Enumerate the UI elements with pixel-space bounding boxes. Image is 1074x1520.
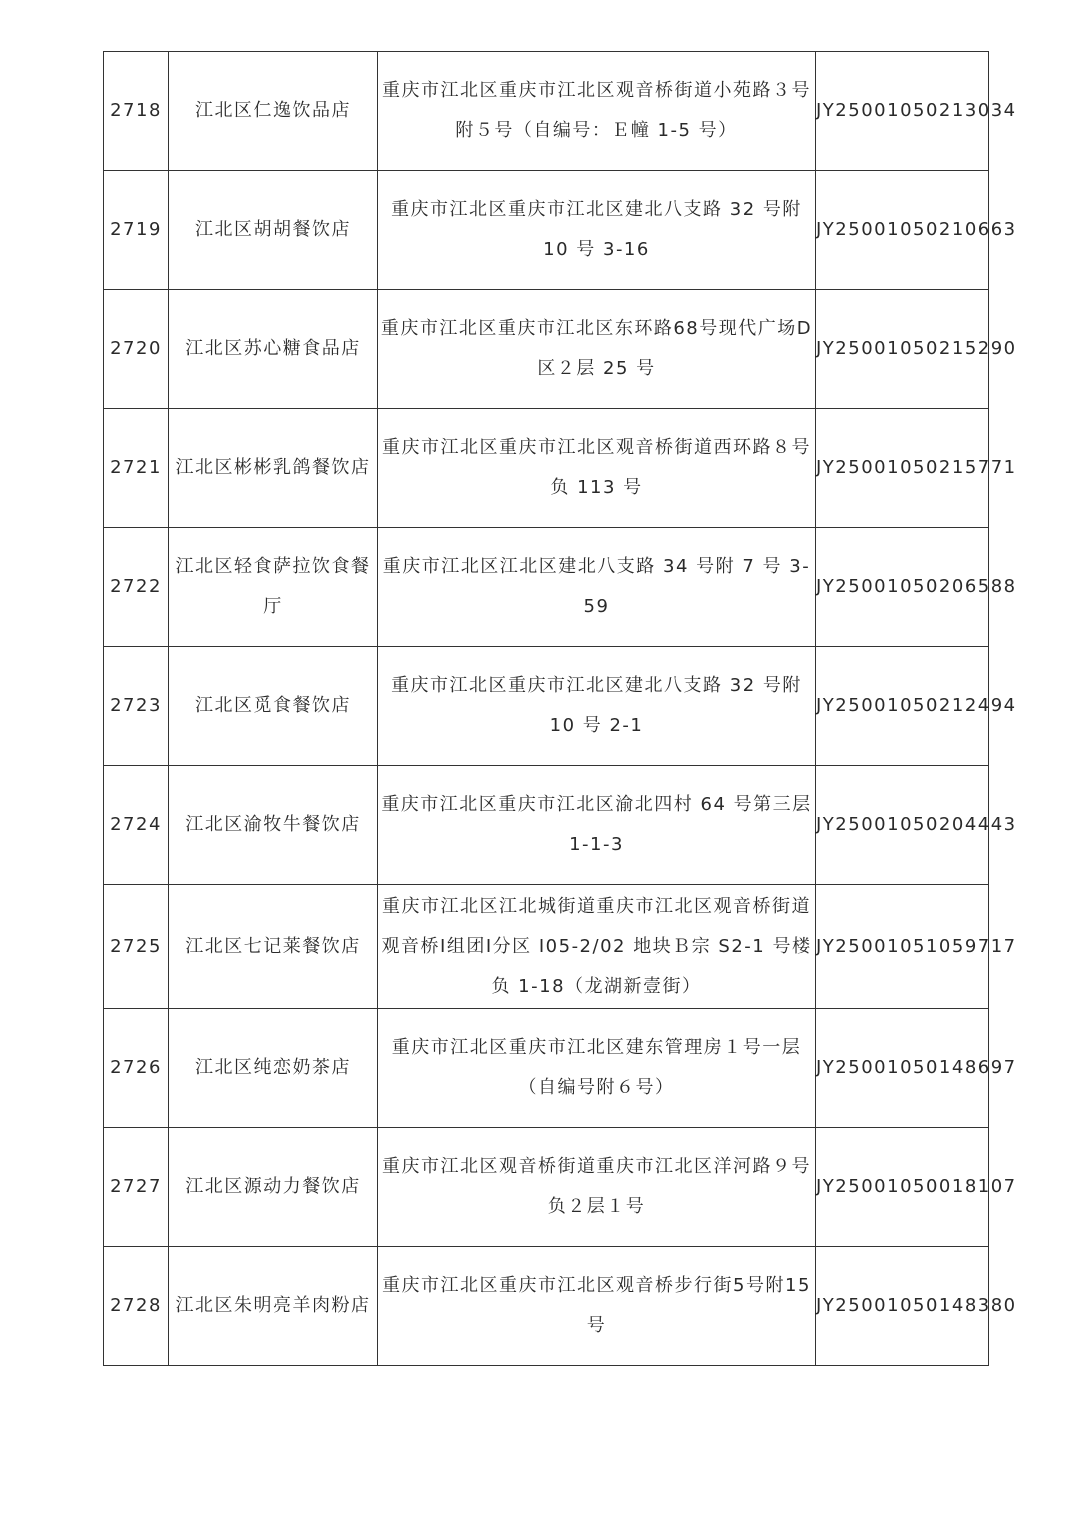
license-number: JY25001051059717	[816, 885, 989, 1009]
business-address: 重庆市江北区重庆市江北区观音桥街道西环路８号负 113 号	[378, 409, 816, 528]
business-name: 江北区觅食餐饮店	[169, 647, 378, 766]
license-number: JY25001050215771	[816, 409, 989, 528]
business-name: 江北区七记莱餐饮店	[169, 885, 378, 1009]
business-name: 江北区仁逸饮品店	[169, 52, 378, 171]
business-address: 重庆市江北区江北区建北八支路 34 号附 7 号 3-59	[378, 528, 816, 647]
table-row	[104, 1128, 989, 1247]
business-address: 重庆市江北区重庆市江北区建北八支路 32 号附 10 号 2-1	[378, 647, 816, 766]
serial-number: 2718	[104, 52, 169, 171]
serial-number: 2722	[104, 528, 169, 647]
license-number: JY25001050018107	[816, 1128, 989, 1247]
table-row	[104, 885, 989, 1009]
license-number: JY25001050204443	[816, 766, 989, 885]
business-address: 重庆市江北区江北城街道重庆市江北区观音桥街道观音桥Ⅰ组团Ⅰ分区 I05-2/02 地块Ｂ宗 S2-1 号楼负 1-18（龙湖新壹街）	[378, 885, 816, 1009]
serial-number: 2721	[104, 409, 169, 528]
business-address: 重庆市江北区重庆市江北区东环路68号现代广场D区２层 25 号	[378, 290, 816, 409]
table-row	[104, 766, 989, 885]
business-address: 重庆市江北区重庆市江北区观音桥步行街5号附15号	[378, 1247, 816, 1366]
license-table	[103, 51, 1017, 1366]
license-number: JY25001050213034	[816, 52, 989, 171]
business-name: 江北区胡胡餐饮店	[169, 171, 378, 290]
business-name: 江北区苏心糖食品店	[169, 290, 378, 409]
table-row	[104, 290, 989, 409]
table-row	[104, 171, 989, 290]
business-address: 重庆市江北区重庆市江北区建东管理房１号一层（自编号附６号）	[378, 1009, 816, 1128]
table-row	[104, 409, 989, 528]
license-number: JY25001050212494	[816, 647, 989, 766]
table-row	[104, 1247, 989, 1366]
serial-number: 2725	[104, 885, 169, 1009]
serial-number: 2723	[104, 647, 169, 766]
license-number: JY25001050148380	[816, 1247, 989, 1366]
business-name: 江北区渝牧牛餐饮店	[169, 766, 378, 885]
business-name: 江北区纯恋奶茶店	[169, 1009, 378, 1128]
table-row	[104, 1009, 989, 1128]
serial-number: 2724	[104, 766, 169, 885]
serial-number: 2719	[104, 171, 169, 290]
business-name: 江北区轻食萨拉饮食餐厅	[169, 528, 378, 647]
license-number: JY25001050148697	[816, 1009, 989, 1128]
business-name: 江北区源动力餐饮店	[169, 1128, 378, 1247]
serial-number: 2726	[104, 1009, 169, 1128]
serial-number: 2720	[104, 290, 169, 409]
business-address: 重庆市江北区重庆市江北区观音桥街道小苑路３号附５号（自编号：Ｅ幢 1-5 号）	[378, 52, 816, 171]
business-name: 江北区彬彬乳鸽餐饮店	[169, 409, 378, 528]
business-name: 江北区朱明亮羊肉粉店	[169, 1247, 378, 1366]
serial-number: 2727	[104, 1128, 169, 1247]
serial-number: 2728	[104, 1247, 169, 1366]
business-address: 重庆市江北区重庆市江北区渝北四村 64 号第三层 1-1-3	[378, 766, 816, 885]
license-number: JY25001050210663	[816, 171, 989, 290]
business-address: 重庆市江北区观音桥街道重庆市江北区洋河路９号负２层１号	[378, 1128, 816, 1247]
table-row	[104, 528, 989, 647]
license-number: JY25001050215290	[816, 290, 989, 409]
table-row	[104, 52, 989, 171]
license-number: JY25001050206588	[816, 528, 989, 647]
business-address: 重庆市江北区重庆市江北区建北八支路 32 号附 10 号 3-16	[378, 171, 816, 290]
table-row	[104, 647, 989, 766]
